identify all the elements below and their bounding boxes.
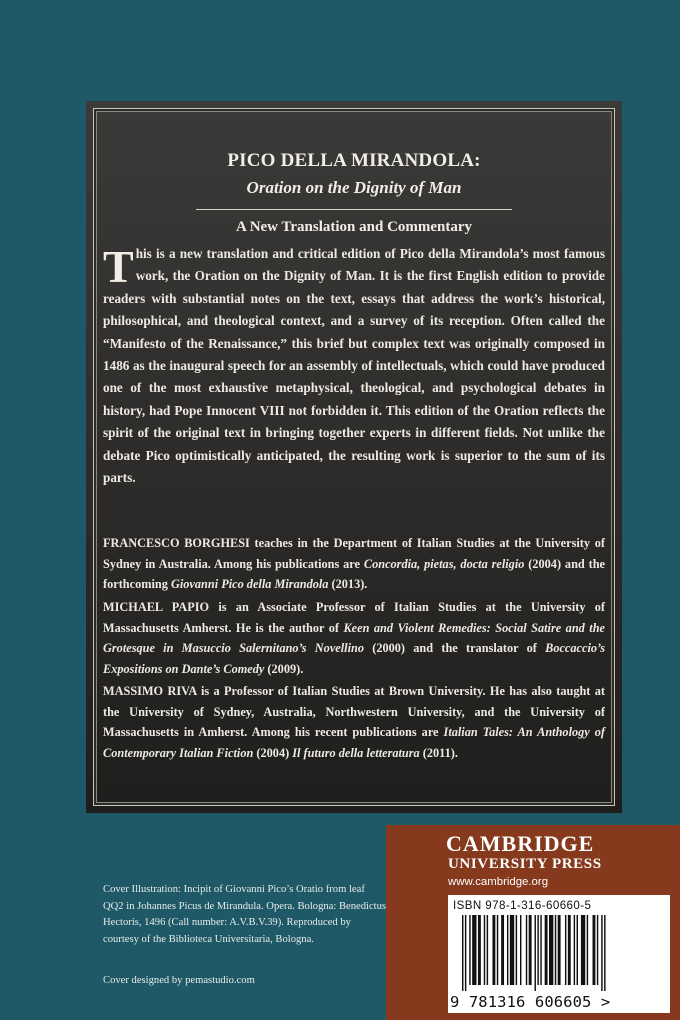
bio-riva <box>103 681 605 763</box>
cover-illustration-credit: Cover Illustration: Incipit of Giovanni Pico’s Oratio from leaf QQ2 in Johannes Picus de Mirandula. Opera. Bologna: Benedictus Hectoris, 1496 (Call number: A.V.B.V.39). Reproduced by courtesy of the Biblioteca Universitaria, Bologna. <box>103 884 387 945</box>
barcode-digits: 9 781316 606605 > <box>450 993 611 1011</box>
bio-borghesi <box>103 533 605 595</box>
barcode-bar <box>574 915 575 985</box>
barcode-bar <box>462 915 463 991</box>
bio-text: (2013). <box>328 577 368 591</box>
publisher-url: www.cambridge.org <box>448 876 549 888</box>
book-tagline: A New Translation and Commentary <box>235 219 473 235</box>
barcode-bar <box>565 915 566 985</box>
bio-text: FRANCESCO BORGHESI teaches in the Department of Italian Studies at the University of Sydney in Australia. Among his publications are <box>103 536 605 571</box>
blurb-paragraph <box>103 243 605 489</box>
publisher-block <box>386 825 680 1020</box>
barcode-bar <box>601 915 602 991</box>
barcode-bar <box>549 915 553 985</box>
isbn-label: ISBN 978-1-316-60660-5 <box>453 899 592 912</box>
barcode-bar <box>540 915 541 985</box>
barcode-bar <box>487 915 488 985</box>
barcode-bar <box>465 915 466 991</box>
barcode-bar <box>597 915 598 985</box>
barcode <box>448 895 670 1013</box>
barcode-bar <box>484 915 485 985</box>
description-panel <box>86 101 622 813</box>
bio-text: (2009). <box>264 661 304 676</box>
barcode-bars-icon <box>462 915 660 991</box>
barcode-bar <box>568 915 571 985</box>
bio-title-italic: Italian Tales: An Anthology of Contemporary Italian Fiction <box>103 725 605 760</box>
barcode-bar <box>510 915 514 985</box>
barcode-bar <box>492 915 495 985</box>
bio-title-italic: Keen and Violent Remedies: Social Satire and the Grotesque in Masuccio Salernitano’s Novellino <box>103 620 605 655</box>
book-title: PICO DELLA MIRANDOLA: <box>227 150 481 171</box>
barcode-bar <box>520 915 521 985</box>
publisher-press: UNIVERSITY PRESS <box>448 856 602 872</box>
barcode-bar <box>526 915 527 985</box>
barcode-bar <box>593 915 596 985</box>
title-divider <box>196 209 512 210</box>
barcode-bar <box>501 915 504 985</box>
bio-text: (2004) <box>253 745 293 760</box>
bio-title-italic: Concordia, pietas, docta religio <box>363 556 525 571</box>
barcode-bar <box>497 915 498 985</box>
book-subtitle: Oration on the Dignity of Man <box>246 178 462 197</box>
barcode-bar <box>537 915 538 985</box>
barcode-bar <box>558 915 561 985</box>
barcode-bar <box>507 915 508 985</box>
bio-papio <box>103 597 605 679</box>
barcode-bar <box>472 915 476 985</box>
barcode-bar <box>529 915 532 985</box>
bio-text: (2011). <box>419 745 458 760</box>
cover-designer-credit: Cover designed by pemastudio.com <box>103 975 255 986</box>
barcode-bar <box>577 915 578 985</box>
barcode-bar <box>469 915 470 985</box>
barcode-bar <box>587 915 588 985</box>
blurb-text: his is a new translation and critical edition of Pico della Mirandola’s most famous work, the Oration on the Dignity of Man. It is the first English edition to provide readers with substantial notes on the text, essays that address the work’s historical, philosophical, and theological context, and a survey of its reception. Often called the “Manifesto of the Renaissance,” this brief but complex text was originally composed in 1486 as the inaugural speech for an assembly of intellectuals, which could have produced one of the most exhaustive metaphysical, theological, and psychological debates in history, had Pope Innocent VIII not forbidden it. This edition of the Oration reflects the spirit of the original text in bringing together experts in different fields. Not unlike the debate Pico optimistically anticipated, the resulting work is superior to the sum of its parts. <box>103 246 605 486</box>
bio-text: (2000) and the translator of <box>363 641 546 655</box>
barcode-bar <box>581 915 585 985</box>
publisher-name: CAMBRIDGE <box>446 831 595 856</box>
bio-text: MICHAEL PAPIO is an Associate Professor of Italian Studies at the University of Massachusetts Amherst. He is the author of <box>103 600 605 635</box>
bio-title-italic: Il futuro della letteratura <box>292 745 420 760</box>
barcode-bar <box>555 915 556 985</box>
barcode-bar <box>516 915 517 985</box>
bio-title-italic: Giovanni Pico della Mirandola <box>170 577 329 591</box>
barcode-bar <box>478 915 481 985</box>
bio-text: (2004) and the forthcoming <box>103 556 605 591</box>
bio-text: MASSIMO RIVA is a Professor of Italian Studies at Brown University. He has also taught at the University of Sydney, Australia, Northwestern University, and the University of Massachusetts in Amherst. Among his recent publications are <box>103 684 605 739</box>
barcode-bar <box>545 915 548 985</box>
barcode-bar <box>604 915 605 991</box>
barcode-bar <box>535 915 536 991</box>
drop-cap: T <box>103 241 134 292</box>
bio-title-italic: Boccaccio’s Expositions on Dante’s Comedy <box>103 641 605 676</box>
